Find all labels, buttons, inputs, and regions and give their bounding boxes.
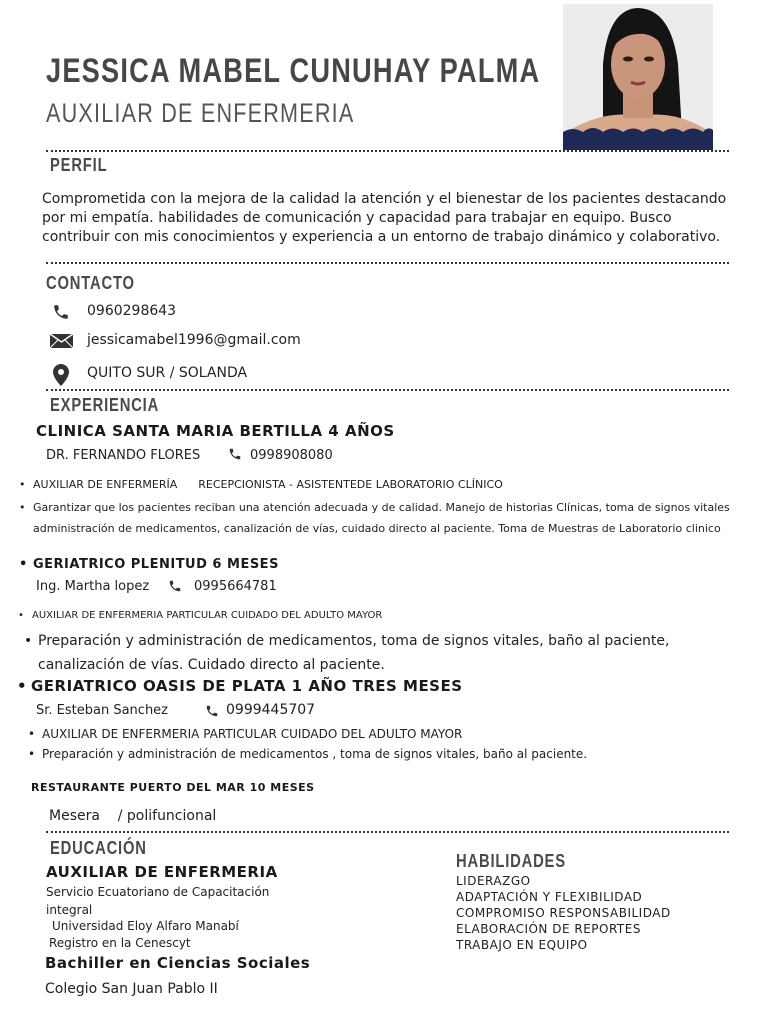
education-institution2: Universidad Eloy Alfaro Manabí xyxy=(52,919,239,933)
job3-description: • Preparación y administración de medicamentos , toma de signos vitales, baño al paciente. xyxy=(42,747,587,761)
phone-icon xyxy=(168,578,182,594)
job1-description: • Garantizar que los pacientes reciban una atención adecuada y de calidad. Manejo de historias Clínicas, toma de signos vitales administración de medicamentos, canalización de vías, cuidado directo al paciente. Toma de Muestras de Laboratorio clinico xyxy=(33,498,733,539)
profile-text: Comprometida con la mejora de la calidad la atención y el bienestar de los pacientes destacando por mi empatía. habilidades de comunicación y capacidad para trabajar en equipo. Busco contribuir con mis conocimientos y experiencia a un entorno de trabajo dinámico y colaborativo. xyxy=(42,191,727,245)
job3-phone[interactable]: 0999445707 xyxy=(226,702,316,718)
education-school: Colegio San Juan Pablo II xyxy=(45,981,218,997)
education-degree2: Bachiller en Ciencias Sociales xyxy=(45,954,311,972)
divider xyxy=(46,389,729,391)
education-registry: Registro en la Cenescyt xyxy=(49,936,191,950)
section-title-educacion: EDUCACIÓN xyxy=(50,838,147,858)
phone-icon xyxy=(228,446,242,462)
phone-icon xyxy=(52,302,70,322)
job1-reference: DR. FERNANDO FLORES xyxy=(46,448,201,463)
location-pin-icon xyxy=(53,364,69,386)
envelope-icon xyxy=(50,334,73,348)
section-title-habilidades: HABILIDADES xyxy=(456,851,566,871)
skills-list xyxy=(456,873,671,953)
education-degree1: AUXILIAR DE ENFERMERIA xyxy=(46,863,278,881)
job1-phone[interactable]: 0998908080 xyxy=(250,448,333,463)
skill-item: ELABORACIÓN DE REPORTES xyxy=(456,922,641,936)
job4-role: Mesera / polifuncional xyxy=(49,808,217,824)
phone-icon xyxy=(205,703,219,719)
section-title-experiencia: EXPERIENCIA xyxy=(50,395,160,415)
job3-role: • AUXILIAR DE ENFERMERIA PARTICULAR CUIDADO DEL ADULTO MAYOR xyxy=(42,727,462,741)
job3-reference: Sr. Esteban Sanchez xyxy=(36,703,169,718)
divider xyxy=(46,831,729,833)
full-name: JESSICA MABEL CUNUHAY PALMA xyxy=(46,52,541,90)
education-institution1: Servicio Ecuatoriano de Capacitación integral xyxy=(46,885,270,917)
skill-item: TRABAJO EN EQUIPO xyxy=(456,938,588,952)
job1-roles: • AUXILIAR DE ENFERMERÍA RECEPCIONISTA - ASISTENTEDE LABORATORIO CLÍNICO xyxy=(33,478,503,491)
job2-role: • AUXILIAR DE ENFERMERIA PARTICULAR CUIDADO DEL ADULTO MAYOR xyxy=(32,610,382,621)
job4-title: RESTAURANTE PUERTO DEL MAR 10 MESES xyxy=(31,781,315,794)
section-title-perfil: PERFIL xyxy=(50,155,108,175)
job1-title: CLINICA SANTA MARIA BERTILLA 4 AÑOS xyxy=(36,422,395,440)
skill-item: ADAPTACIÓN Y FLEXIBILIDAD xyxy=(456,890,643,904)
job2-title: • GERIATRICO PLENITUD 6 MESES xyxy=(33,557,279,572)
job2-phone[interactable]: 0995664781 xyxy=(194,579,277,594)
job2-description: • Preparación y administración de medicamentos, toma de signos vitales, baño al paciente, canalización de vías. Cuidado directo al paciente. xyxy=(38,629,718,677)
section-title-contacto: CONTACTO xyxy=(46,273,135,293)
skill-item: COMPROMISO RESPONSABILIDAD xyxy=(456,906,671,920)
contact-phone[interactable]: 0960298643 xyxy=(87,303,177,319)
skill-item: LIDERAZGO xyxy=(456,874,531,888)
divider xyxy=(46,262,729,264)
divider xyxy=(46,150,729,152)
job3-title: • GERIATRICO OASIS DE PLATA 1 AÑO TRES MESES xyxy=(31,677,463,695)
job-role: AUXILIAR DE ENFERMERIA xyxy=(46,98,355,128)
contact-email[interactable]: jessicamabel1996@gmail.com xyxy=(87,332,301,348)
job2-reference: Ing. Martha lopez xyxy=(36,579,150,594)
profile-photo xyxy=(563,4,713,150)
contact-location: QUITO SUR / SOLANDA xyxy=(87,365,248,381)
